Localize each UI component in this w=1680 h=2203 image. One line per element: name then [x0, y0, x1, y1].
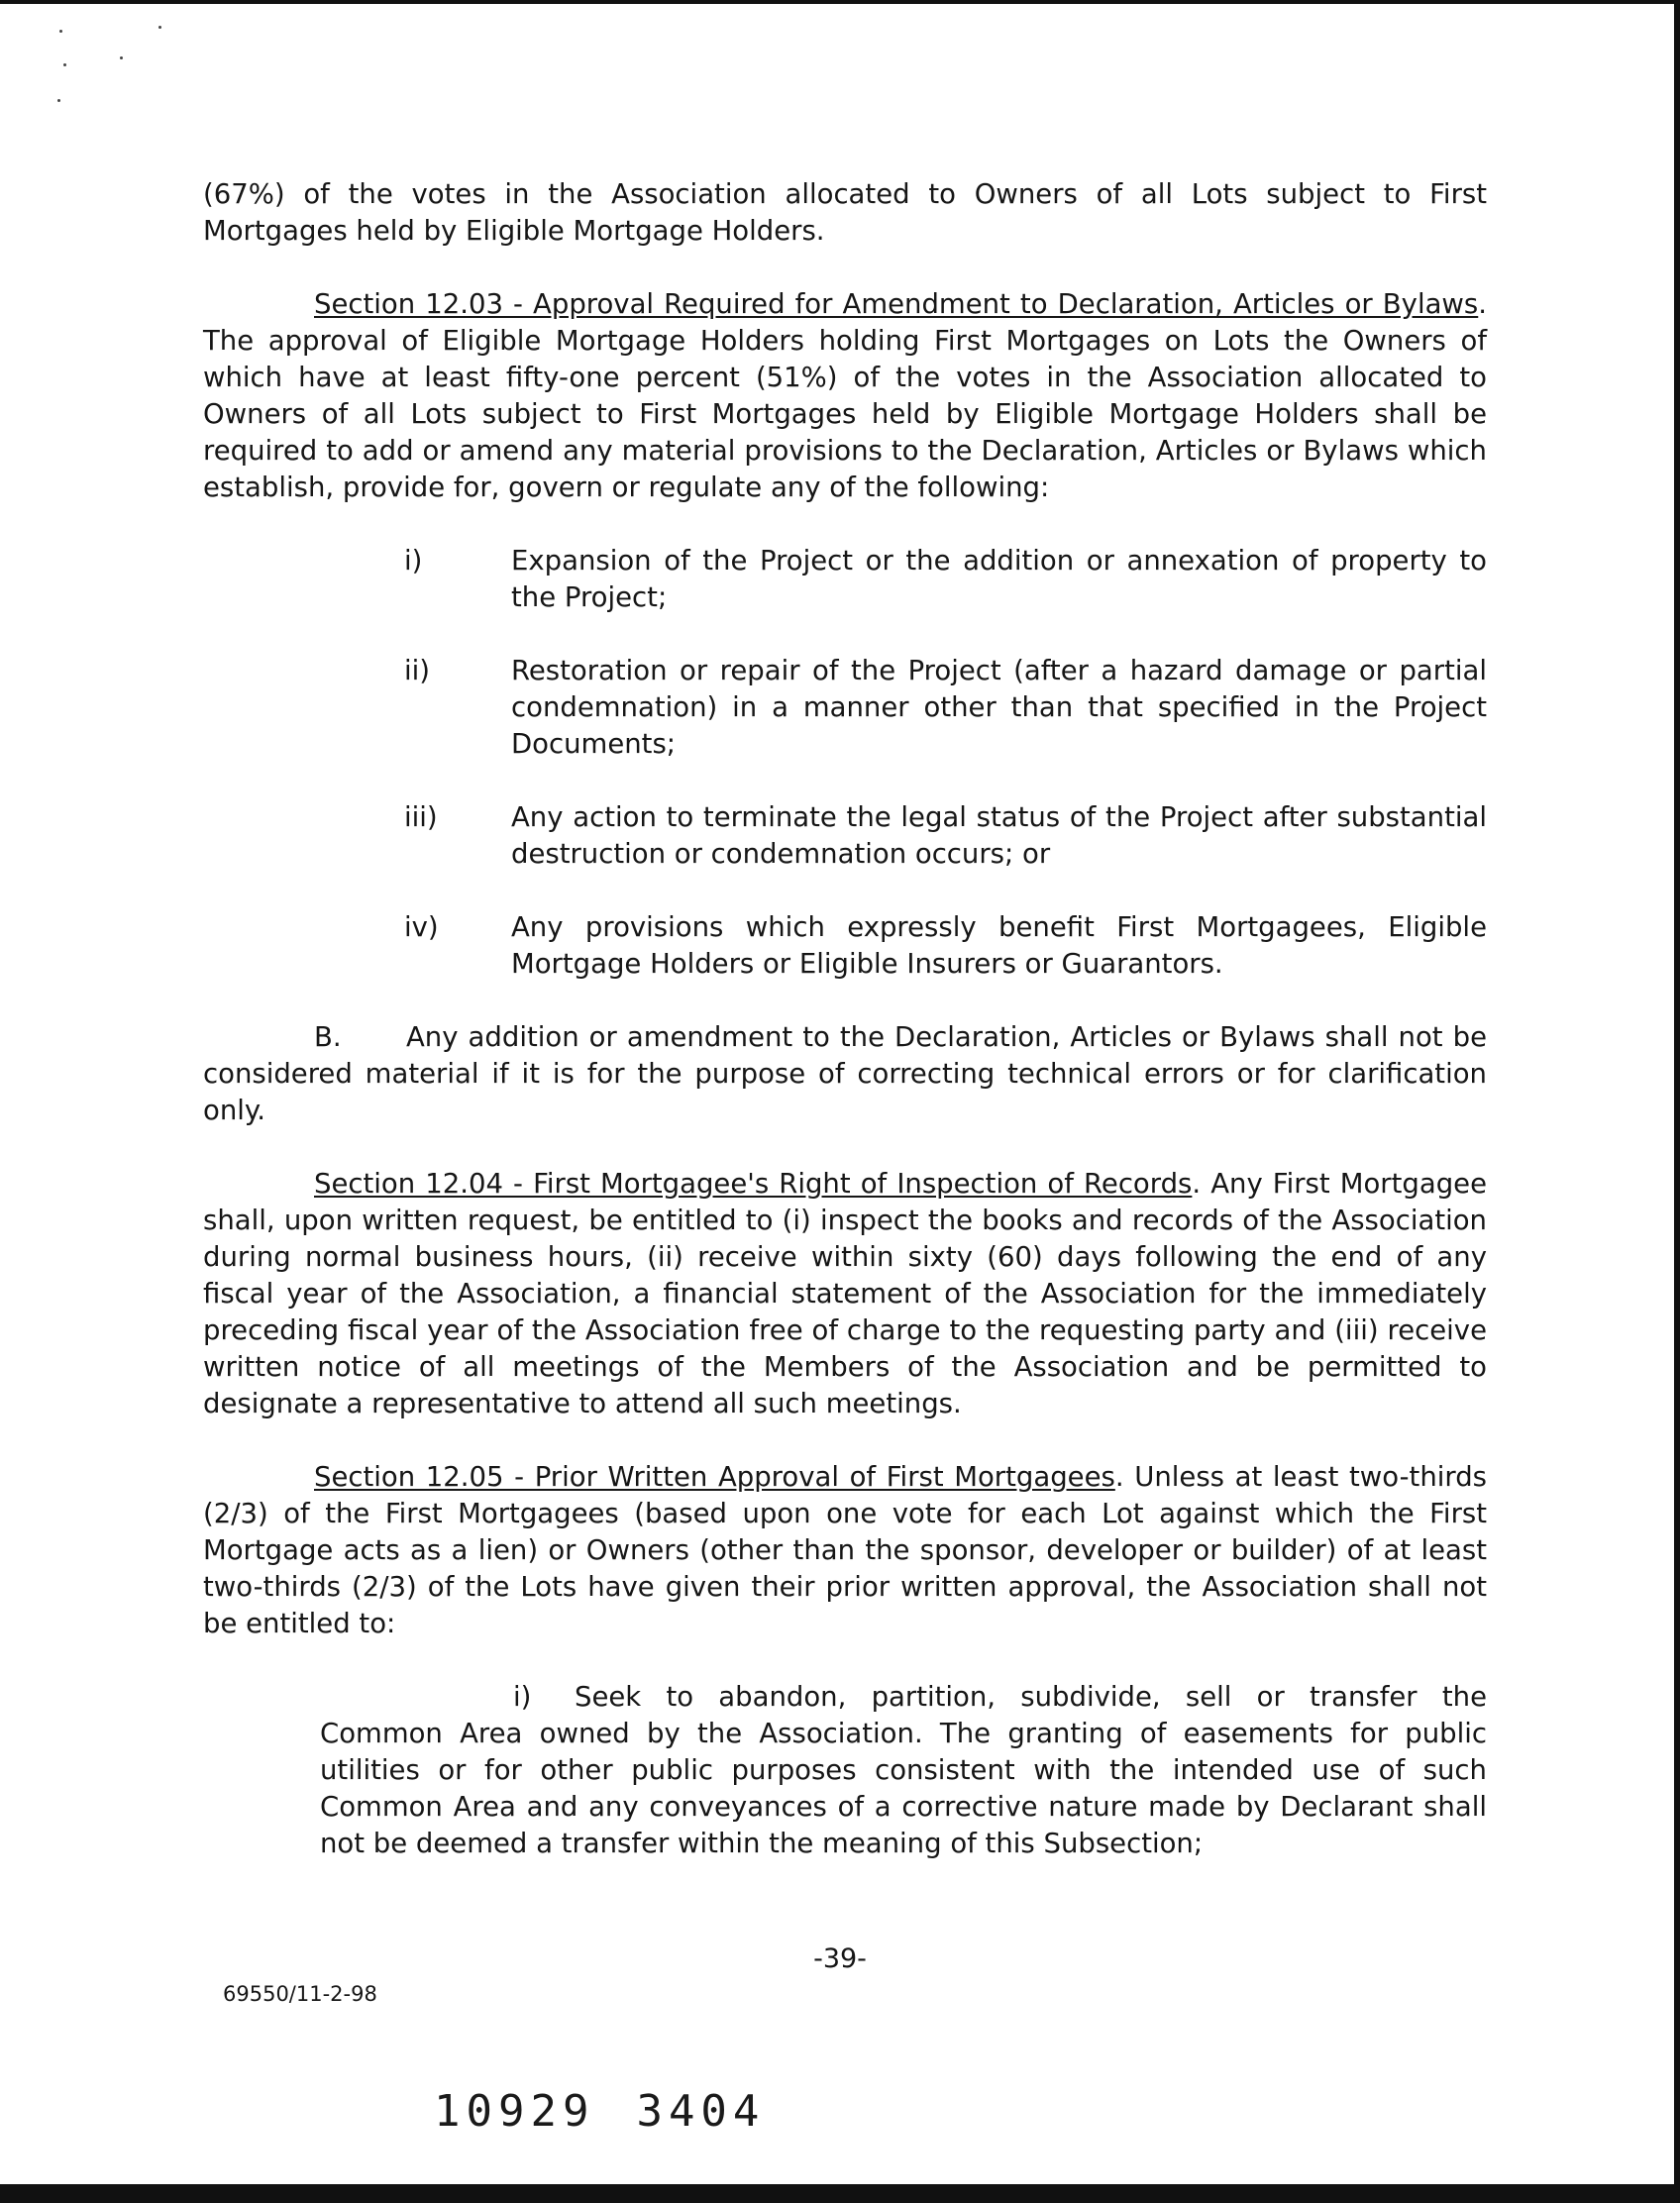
list-item-number: i)	[404, 545, 423, 577]
section-12-04-body: . Any First Mortgagee shall, upon written request, be entitled to (i) inspect the books and records of the Association during normal business hours, (ii) receive within sixty (60) days following the end of any fiscal year of the Association, a financial statement of the Association for the immediately preceding fiscal year of the Association free of charge to the requesting party and (iii) receive written notice of all meetings of the Members of the Association and be permitted to designate a representative to attend all such meetings.	[203, 1168, 1487, 1419]
subitem-text: Seek to abandon, partition, subdivide, sell or transfer the Common Area owned by the Association. The granting of easements for public utilities or for other public purposes consistent with the intended use of such Common Area and any conveyances of a corrective nature made by Declarant shall not be deemed a transfer within the meaning of this Subsection;	[320, 1681, 1487, 1859]
section-12-03-paragraph	[203, 286, 1487, 506]
list-item-text: Any provisions which expressly benefit First Mortgagees, Eligible Mortgage Holders or Eligible Insurers or Guarantors.	[511, 911, 1487, 980]
section-12-03-body: . The approval of Eligible Mortgage Holders holding First Mortgages on Lots the Owners of which have at least fifty-one percent (51%) of the votes in the Association allocated to Owners of all Lots subject to First Mortgages held by Eligible Mortgage Holders shall be required to add or amend any material provisions to the Declaration, Articles or Bylaws which establish, provide for, govern or regulate any of the following:	[203, 288, 1487, 503]
record-book-number: 10929	[434, 2086, 595, 2137]
subitem-number: i)	[513, 1681, 532, 1713]
scan-speck	[57, 99, 60, 102]
list-item	[203, 543, 1487, 616]
document-id: 69550/11-2-98	[223, 1982, 377, 2006]
scan-speck	[158, 26, 161, 29]
list-item-number: iv)	[404, 911, 439, 943]
list-item	[203, 799, 1487, 873]
list-item-text: Any action to terminate the legal status of the Project after substantial destruction or condemnation occurs; or	[511, 801, 1487, 870]
paragraph-b	[203, 1019, 1487, 1129]
scan-edge-right	[1674, 0, 1680, 2203]
document-body	[203, 176, 1487, 1862]
list-item	[203, 909, 1487, 983]
scan-speck	[120, 56, 123, 59]
section-12-04-heading: Section 12.04 - First Mortgagee's Right of Inspection of Records	[314, 1168, 1193, 1200]
page-number: -39-	[813, 1943, 867, 1974]
scan-edge-top	[0, 0, 1680, 4]
section-12-03-heading: Section 12.03 - Approval Required for Amendment to Declaration, Articles or Bylaws	[314, 288, 1479, 320]
list-item-text: Expansion of the Project or the addition or annexation of property to the Project;	[511, 545, 1487, 613]
section-12-05-body: . Unless at least two-thirds (2/3) of the First Mortgagees (based upon one vote for each Lot against which the First Mortgage acts as a lien) or Owners (other than the sponsor, developer or builder) of at least two-thirds (2/3) of the Lots have given their prior written approval, the Association shall not be entitled to:	[203, 1461, 1488, 1639]
list-item	[203, 653, 1487, 763]
section-12-05-subitem	[320, 1679, 1487, 1862]
section-12-04-paragraph	[203, 1166, 1487, 1422]
scan-edge-bottom	[0, 2184, 1680, 2203]
list-item-text: Restoration or repair of the Project (after a hazard damage or partial condemnation) in a manner other than that specified in the Project Documents;	[511, 655, 1487, 760]
paragraph-b-letter: B.	[314, 1021, 342, 1053]
section-12-05-paragraph	[203, 1459, 1487, 1642]
scan-speck	[63, 63, 66, 66]
paragraph-b-text: Any addition or amendment to the Declaration, Articles or Bylaws shall not be considered material if it is for the purpose of correcting technical errors or for clarification only.	[203, 1021, 1487, 1126]
continuation-paragraph: (67%) of the votes in the Association allocated to Owners of all Lots subject to First Mortgages held by Eligible Mortgage Holders.	[203, 178, 1487, 247]
record-page-number: 3404	[636, 2086, 766, 2137]
scan-speck	[59, 30, 62, 33]
list-item-number: iii)	[404, 801, 438, 833]
recording-stamp	[434, 2086, 765, 2137]
list-item-number: ii)	[404, 655, 431, 686]
section-12-05-heading: Section 12.05 - Prior Written Approval of First Mortgagees	[314, 1461, 1115, 1493]
